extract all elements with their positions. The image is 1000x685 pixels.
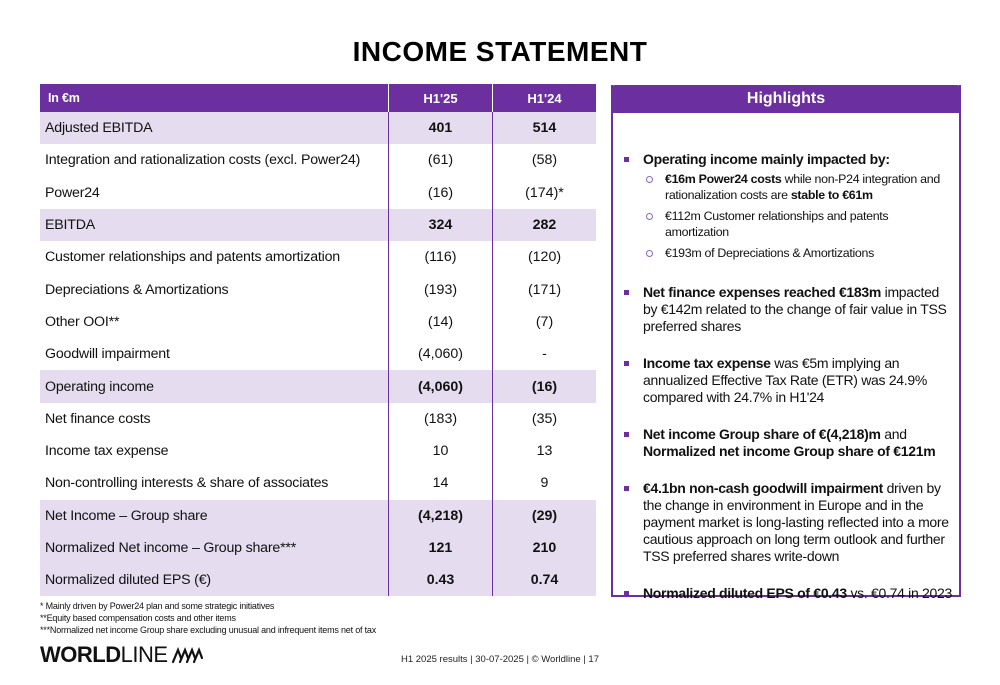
row-value-h124: 514 bbox=[492, 112, 596, 144]
row-label: Non-controlling interests & share of associates bbox=[45, 475, 329, 492]
table-row bbox=[40, 500, 596, 532]
row-value-h124: (16) bbox=[492, 370, 596, 402]
row-value-h124: - bbox=[492, 338, 596, 370]
row-label: Adjusted EBITDA bbox=[45, 120, 153, 137]
highlight-operating-income bbox=[621, 151, 953, 262]
row-value-h124: 0.74 bbox=[492, 564, 596, 596]
footnotes bbox=[40, 600, 376, 636]
row-label: Goodwill impairment bbox=[45, 346, 170, 363]
highlight-text: was €5m implying an annualized Effective Tax Rate (ETR) was 24.9% compared with 24.7% in H1'24 bbox=[643, 354, 928, 405]
footnote-3: ***Normalized net income Group share excluding unusual and infrequent items net of tax bbox=[40, 625, 377, 635]
bullet-circle-icon bbox=[646, 250, 653, 257]
row-label: Normalized diluted EPS (€) bbox=[45, 572, 211, 589]
highlight-text-bold: Income tax expense bbox=[643, 354, 771, 371]
row-label: Customer relationships and patents amortization bbox=[45, 249, 341, 266]
table-row bbox=[40, 403, 596, 435]
row-label: Net finance costs bbox=[45, 410, 151, 427]
row-value-h125: 10 bbox=[388, 435, 492, 467]
row-value-h125: (183) bbox=[388, 403, 492, 435]
highlights-body bbox=[621, 151, 953, 622]
bullet-circle-icon bbox=[646, 213, 653, 220]
row-value-h124: 210 bbox=[492, 532, 596, 564]
highlight-net-income bbox=[621, 426, 953, 460]
table-row bbox=[40, 467, 596, 499]
sub-text: €193m of Depreciations & Amortizations bbox=[665, 246, 874, 260]
sub-text: while non-P24 integration and rationalization costs are bbox=[665, 172, 940, 202]
logo-text-light: LINE bbox=[120, 642, 168, 667]
row-value-h125: (193) bbox=[388, 273, 492, 305]
row-value-h124: 13 bbox=[492, 435, 596, 467]
highlight-goodwill bbox=[621, 480, 953, 565]
row-value-h125: (4,060) bbox=[388, 370, 492, 402]
highlight-text-bold: Net income Group share of €(4,218)m bbox=[643, 425, 881, 442]
row-value-h124: 9 bbox=[492, 467, 596, 499]
page-footer: H1 2025 results | 30-07-2025 | © Worldline | 17 bbox=[400, 654, 599, 665]
highlight-text-bold: €4.1bn non-cash goodwill impairment bbox=[643, 479, 883, 496]
row-value-h125: 14 bbox=[388, 467, 492, 499]
highlight-text-bold: Operating income mainly impacted by: bbox=[643, 151, 890, 167]
row-value-h124: (58) bbox=[492, 144, 596, 176]
bullet-square-icon bbox=[624, 486, 629, 491]
highlight-text-bold: Normalized diluted EPS of €0.43 bbox=[643, 584, 847, 601]
row-value-h125: (61) bbox=[388, 144, 492, 176]
row-value-h125: 121 bbox=[388, 532, 492, 564]
table-row bbox=[40, 532, 596, 564]
table-row bbox=[40, 370, 596, 402]
table-row bbox=[40, 564, 596, 596]
table-row bbox=[40, 209, 596, 241]
sub-bullet-depreciation bbox=[643, 246, 953, 262]
row-label: Power24 bbox=[45, 184, 100, 201]
row-value-h124: (174)* bbox=[492, 177, 596, 209]
table-row bbox=[40, 144, 596, 176]
row-label: Operating income bbox=[45, 378, 154, 395]
row-label: Income tax expense bbox=[45, 443, 169, 460]
row-label: Normalized Net income – Group share*** bbox=[45, 540, 297, 556]
row-label: Net Income – Group share bbox=[45, 507, 208, 524]
sub-text-bold: €16m Power24 costs bbox=[665, 172, 782, 186]
highlight-income-tax bbox=[621, 355, 953, 406]
row-label: Depreciations & Amortizations bbox=[45, 281, 229, 298]
row-value-h125: (16) bbox=[388, 177, 492, 209]
table-row bbox=[40, 338, 596, 370]
row-value-h125: (4,060) bbox=[388, 338, 492, 370]
highlight-text-bold: Normalized net income Group share of €121m bbox=[643, 442, 936, 459]
column-header-h125: H1'25 bbox=[388, 84, 492, 112]
row-value-h124: 282 bbox=[492, 209, 596, 241]
column-header-h124: H1'24 bbox=[492, 84, 596, 112]
logo-text-bold: WORLD bbox=[40, 642, 121, 667]
table-row bbox=[40, 112, 596, 144]
sub-text-bold: stable to €61m bbox=[790, 187, 873, 202]
bullet-square-icon bbox=[624, 591, 629, 596]
highlight-text-bold: Net finance expenses reached €183m bbox=[643, 283, 882, 300]
footnote-2: **Equity based compensation costs and other items bbox=[40, 613, 236, 623]
table-row bbox=[40, 435, 596, 467]
highlight-net-finance bbox=[621, 284, 953, 335]
page-title: INCOME STATEMENT bbox=[352, 36, 648, 67]
sub-bullet-power24 bbox=[643, 172, 953, 203]
bullet-square-icon bbox=[624, 157, 629, 162]
bullet-square-icon bbox=[624, 361, 629, 366]
highlight-eps bbox=[621, 585, 953, 602]
bullet-circle-icon bbox=[646, 176, 653, 183]
row-value-h124: (7) bbox=[492, 306, 596, 338]
highlights-title: Highlights bbox=[611, 85, 961, 113]
row-value-h125: 401 bbox=[388, 112, 492, 144]
row-value-h124: (35) bbox=[492, 403, 596, 435]
column-header-unit: In €m bbox=[48, 91, 80, 105]
highlight-text: impacted by €142m related to the change of fair value in TSS preferred shares bbox=[643, 283, 947, 334]
row-label: Integration and rationalization costs (excl. Power24) bbox=[45, 152, 361, 169]
table-row bbox=[40, 241, 596, 273]
row-value-h124: (120) bbox=[492, 241, 596, 273]
row-value-h125: (116) bbox=[388, 241, 492, 273]
row-value-h125: 0.43 bbox=[388, 564, 492, 596]
bullet-square-icon bbox=[624, 432, 629, 437]
income-statement-table bbox=[40, 84, 596, 596]
row-value-h124: (171) bbox=[492, 273, 596, 305]
row-value-h125: (4,218) bbox=[388, 500, 492, 532]
bullet-square-icon bbox=[624, 290, 629, 295]
row-label: Other OOI** bbox=[45, 313, 120, 330]
row-value-h124: (29) bbox=[492, 500, 596, 532]
highlight-text: driven by the change in environment in Europe and in the payment market is long-lasting reflected into a more cautious approach on long term outlook and further TSS preferred shares write-down bbox=[643, 479, 949, 564]
row-label: EBITDA bbox=[45, 217, 96, 234]
highlight-text: and bbox=[880, 425, 907, 442]
table-row bbox=[40, 306, 596, 338]
row-value-h125: 324 bbox=[388, 209, 492, 241]
highlight-text: vs. €0.74 in 2023 bbox=[846, 584, 952, 601]
sub-text: €112m Customer relationships and patents amortization bbox=[665, 209, 889, 239]
sub-bullet-amortization bbox=[643, 209, 953, 240]
table-header-row bbox=[40, 84, 596, 112]
highlights-panel bbox=[611, 85, 961, 601]
footnote-1: * Mainly driven by Power24 plan and some strategic initiatives bbox=[40, 601, 275, 611]
row-value-h125: (14) bbox=[388, 306, 492, 338]
table-row bbox=[40, 177, 596, 209]
table-row bbox=[40, 273, 596, 305]
